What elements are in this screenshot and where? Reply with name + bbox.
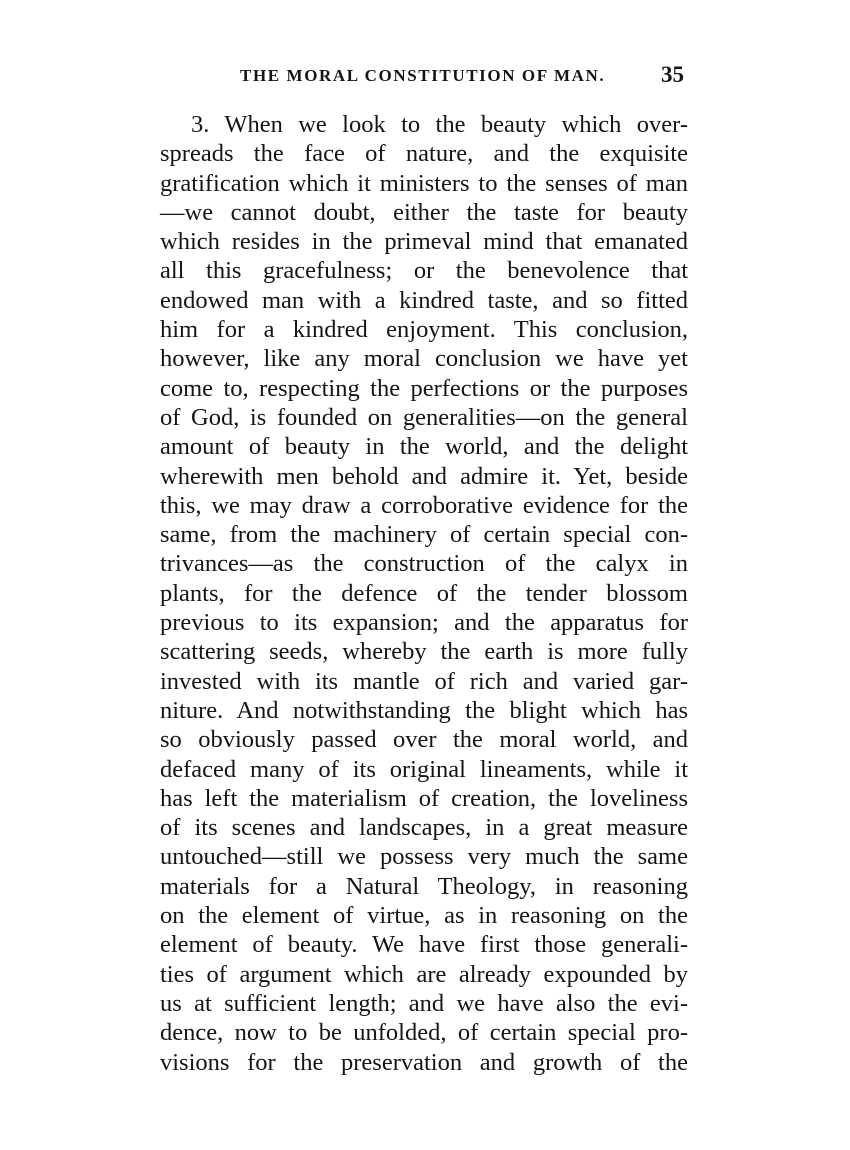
- text-line: trivances—as the construction of the calyx in: [160, 550, 688, 578]
- text-line: of its scenes and landscapes, in a great measure: [160, 814, 688, 842]
- text-line: scattering seeds, whereby the earth is more fully: [160, 638, 688, 666]
- text-line: all this gracefulness; or the benevolence that: [160, 257, 688, 285]
- text-line: ties of argument which are already expounded by: [160, 960, 688, 988]
- page-number: 35: [661, 62, 684, 87]
- text-line: plants, for the defence of the tender blossom: [160, 579, 688, 607]
- text-line: materials for a Natural Theology, in reasoning: [160, 872, 688, 900]
- text-line: same, from the machinery of certain special con-: [160, 521, 688, 549]
- text-line: —we cannot doubt, either the taste for beauty: [160, 198, 688, 226]
- text-line: niture. And notwithstanding the blight which has: [160, 696, 688, 724]
- text-line: on the element of virtue, as in reasoning on the: [160, 902, 688, 930]
- text-line: untouched—still we possess very much the same: [160, 843, 688, 871]
- text-line: visions for the preservation and growth of the: [160, 1048, 688, 1076]
- text-line: this, we may draw a corroborative evidence for the: [160, 491, 688, 519]
- text-line: amount of beauty in the world, and the delight: [160, 433, 688, 461]
- text-line: wherewith men behold and admire it. Yet, beside: [160, 462, 688, 490]
- text-line: which resides in the primeval mind that emanated: [160, 228, 688, 256]
- text-line: defaced many of its original lineaments, while it: [160, 755, 688, 783]
- text-line: dence, now to be unfolded, of certain special pro-: [160, 1019, 688, 1047]
- text-line: however, like any moral conclusion we have yet: [160, 345, 688, 373]
- text-line: him for a kindred enjoyment. This conclusion,: [160, 316, 688, 344]
- text-line: endowed man with a kindred taste, and so fitted: [160, 286, 688, 314]
- running-title: THE MORAL CONSTITUTION OF MAN.: [240, 66, 606, 85]
- text-line: of God, is founded on generalities—on the general: [160, 403, 688, 431]
- text-line: us at sufficient length; and we have also the evi-: [160, 989, 688, 1017]
- text-line: has left the materialism of creation, the loveliness: [160, 784, 688, 812]
- text-line: so obviously passed over the moral world, and: [160, 726, 688, 754]
- text-line: come to, respecting the perfections or the purposes: [160, 374, 688, 402]
- text-line: spreads the face of nature, and the exquisite: [160, 140, 688, 168]
- text-line: previous to its expansion; and the apparatus for: [160, 609, 688, 637]
- text-line: gratification which it ministers to the senses of man: [160, 169, 688, 197]
- running-head: [160, 62, 688, 92]
- text-line: invested with its mantle of rich and varied gar-: [160, 667, 688, 695]
- text-line: element of beauty. We have first those generali-: [160, 931, 688, 959]
- text-line: 3. When we look to the beauty which over-: [191, 111, 688, 138]
- paragraph: [160, 110, 688, 1077]
